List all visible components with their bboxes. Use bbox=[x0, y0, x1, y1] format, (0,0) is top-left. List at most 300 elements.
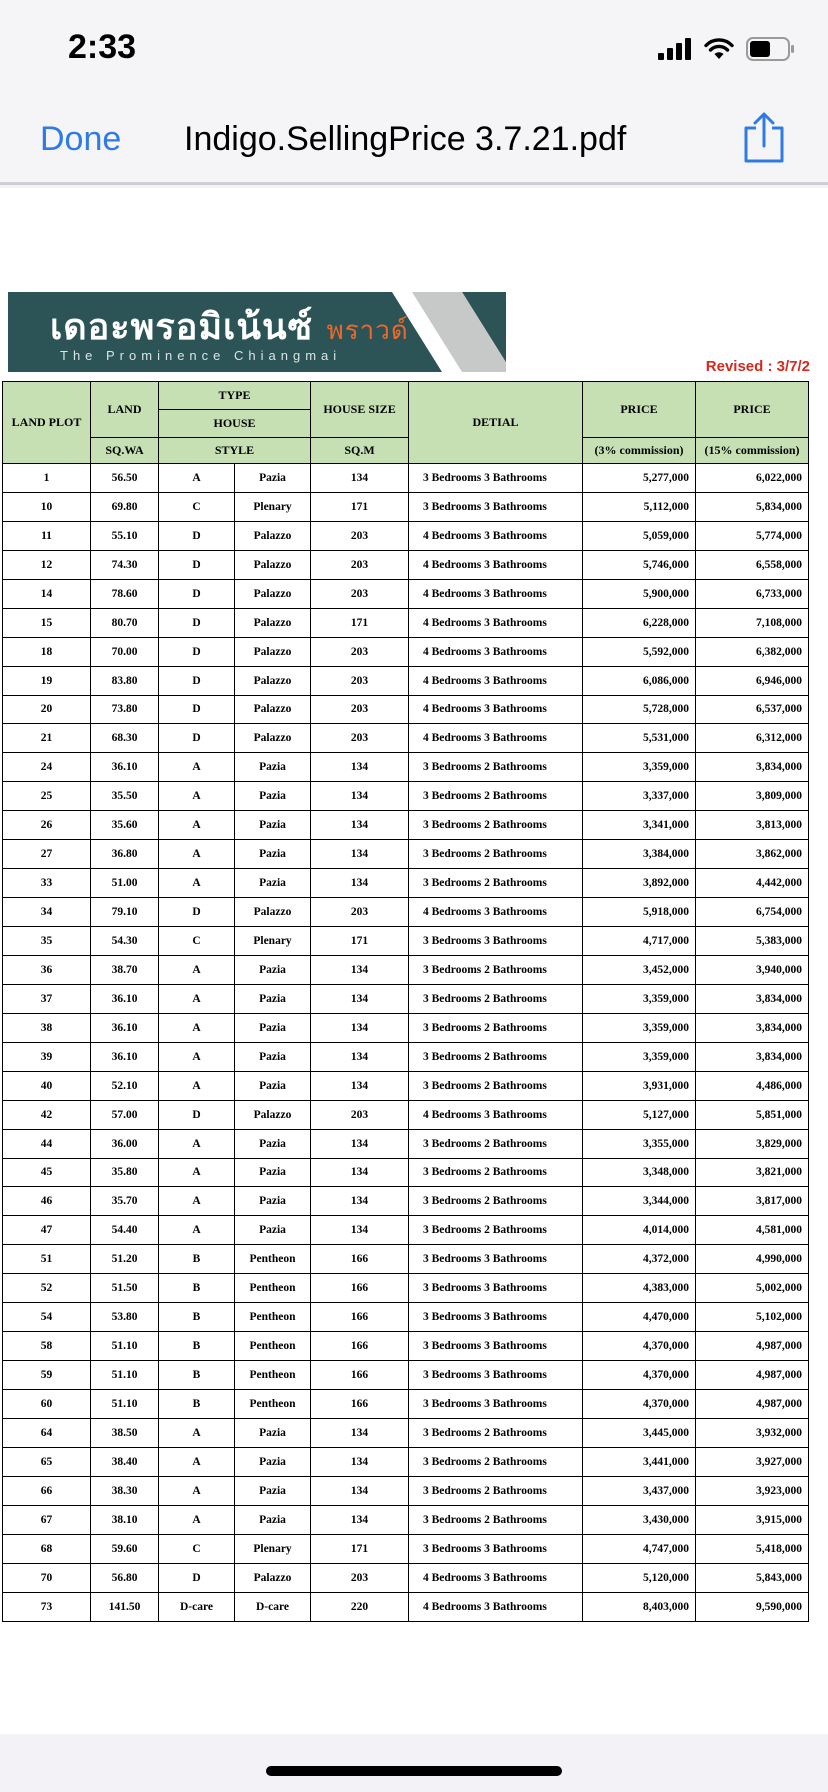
cell-detail: 3 Bedrooms 2 Bathrooms bbox=[409, 1071, 583, 1100]
cell-type: D bbox=[159, 521, 235, 550]
table-row bbox=[3, 927, 809, 956]
brand-logo bbox=[8, 292, 506, 372]
home-area bbox=[0, 1734, 828, 1792]
cell-land: 68.30 bbox=[91, 724, 159, 753]
cell-price-3: 6,086,000 bbox=[583, 666, 696, 695]
cell-detail: 3 Bedrooms 2 Bathrooms bbox=[409, 1158, 583, 1187]
cell-land: 53.80 bbox=[91, 1303, 159, 1332]
cell-style: Pazia bbox=[235, 753, 311, 782]
battery-icon bbox=[746, 37, 796, 61]
table-row bbox=[3, 550, 809, 579]
table-row bbox=[3, 1505, 809, 1534]
cell-house-size: 171 bbox=[311, 492, 409, 521]
cell-type: A bbox=[159, 1187, 235, 1216]
table-row bbox=[3, 1245, 809, 1274]
cell-type: A bbox=[159, 464, 235, 493]
cell-land: 52.10 bbox=[91, 1071, 159, 1100]
cell-price-3: 5,277,000 bbox=[583, 464, 696, 493]
cell-detail: 3 Bedrooms 3 Bathrooms bbox=[409, 1303, 583, 1332]
cell-price-3: 3,348,000 bbox=[583, 1158, 696, 1187]
cell-price-3: 4,470,000 bbox=[583, 1303, 696, 1332]
cell-land-plot: 35 bbox=[3, 927, 91, 956]
cell-detail: 4 Bedrooms 3 Bathrooms bbox=[409, 1563, 583, 1592]
cell-style: Pazia bbox=[235, 1476, 311, 1505]
cell-type: A bbox=[159, 1505, 235, 1534]
cell-house-size: 203 bbox=[311, 579, 409, 608]
cell-detail: 3 Bedrooms 2 Bathrooms bbox=[409, 984, 583, 1013]
cell-land: 35.60 bbox=[91, 811, 159, 840]
cell-style: Palazzo bbox=[235, 637, 311, 666]
cell-land-plot: 21 bbox=[3, 724, 91, 753]
cell-land: 55.10 bbox=[91, 521, 159, 550]
logo-decoration bbox=[392, 292, 506, 372]
header-price-15: PRICE bbox=[696, 382, 809, 438]
home-indicator[interactable] bbox=[266, 1766, 562, 1776]
cell-detail: 3 Bedrooms 2 Bathrooms bbox=[409, 782, 583, 811]
cell-detail: 3 Bedrooms 2 Bathrooms bbox=[409, 955, 583, 984]
cell-detail: 3 Bedrooms 2 Bathrooms bbox=[409, 1216, 583, 1245]
table-row bbox=[3, 464, 809, 493]
cell-detail: 3 Bedrooms 3 Bathrooms bbox=[409, 1390, 583, 1419]
cell-detail: 4 Bedrooms 3 Bathrooms bbox=[409, 521, 583, 550]
cell-price-3: 4,370,000 bbox=[583, 1332, 696, 1361]
table-row bbox=[3, 1100, 809, 1129]
cell-land-plot: 58 bbox=[3, 1332, 91, 1361]
cell-land: 56.50 bbox=[91, 464, 159, 493]
cell-land: 38.40 bbox=[91, 1447, 159, 1476]
cell-detail: 3 Bedrooms 2 Bathrooms bbox=[409, 1187, 583, 1216]
cell-type: A bbox=[159, 1013, 235, 1042]
cell-price-15: 3,813,000 bbox=[696, 811, 809, 840]
cell-price-3: 5,120,000 bbox=[583, 1563, 696, 1592]
cell-detail: 3 Bedrooms 3 Bathrooms bbox=[409, 1534, 583, 1563]
table-row bbox=[3, 637, 809, 666]
cell-style: Pazia bbox=[235, 464, 311, 493]
cell-land-plot: 40 bbox=[3, 1071, 91, 1100]
cell-land: 51.50 bbox=[91, 1274, 159, 1303]
cell-house-size: 203 bbox=[311, 898, 409, 927]
cell-price-15: 4,581,000 bbox=[696, 1216, 809, 1245]
table-row bbox=[3, 1476, 809, 1505]
cell-land: 51.10 bbox=[91, 1332, 159, 1361]
cell-house-size: 166 bbox=[311, 1245, 409, 1274]
cell-style: Plenary bbox=[235, 1534, 311, 1563]
cell-land: 36.00 bbox=[91, 1129, 159, 1158]
header-sqwa: SQ.WA bbox=[91, 438, 159, 464]
cell-type: D bbox=[159, 608, 235, 637]
cell-house-size: 171 bbox=[311, 927, 409, 956]
cell-land-plot: 52 bbox=[3, 1274, 91, 1303]
cell-land: 38.50 bbox=[91, 1418, 159, 1447]
table-row bbox=[3, 1042, 809, 1071]
cell-price-15: 4,442,000 bbox=[696, 869, 809, 898]
cell-style: Palazzo bbox=[235, 1563, 311, 1592]
cell-land-plot: 65 bbox=[3, 1447, 91, 1476]
cell-land: 141.50 bbox=[91, 1592, 159, 1621]
cell-type: D bbox=[159, 695, 235, 724]
cell-house-size: 166 bbox=[311, 1390, 409, 1419]
cell-land-plot: 11 bbox=[3, 521, 91, 550]
cell-land-plot: 68 bbox=[3, 1534, 91, 1563]
cell-style: Pentheon bbox=[235, 1245, 311, 1274]
logo-thai-text: เดอะพรอมิเน้นซ์ พราวด์ bbox=[50, 307, 409, 348]
cell-price-15: 3,862,000 bbox=[696, 840, 809, 869]
cell-price-15: 5,774,000 bbox=[696, 521, 809, 550]
cell-price-15: 5,851,000 bbox=[696, 1100, 809, 1129]
cell-land-plot: 37 bbox=[3, 984, 91, 1013]
cell-house-size: 134 bbox=[311, 1216, 409, 1245]
cell-type: A bbox=[159, 1071, 235, 1100]
cell-style: Palazzo bbox=[235, 1100, 311, 1129]
cell-land: 38.10 bbox=[91, 1505, 159, 1534]
cell-land-plot: 36 bbox=[3, 955, 91, 984]
cell-price-3: 3,355,000 bbox=[583, 1129, 696, 1158]
table-row bbox=[3, 811, 809, 840]
header-land: LAND bbox=[91, 382, 159, 438]
cell-style: Pentheon bbox=[235, 1361, 311, 1390]
cell-price-15: 6,558,000 bbox=[696, 550, 809, 579]
document-title: Indigo.SellingPrice 3.7.21.pdf bbox=[184, 120, 627, 158]
cell-detail: 3 Bedrooms 2 Bathrooms bbox=[409, 1042, 583, 1071]
cell-style: Pazia bbox=[235, 1216, 311, 1245]
cell-style: Pentheon bbox=[235, 1332, 311, 1361]
cell-land-plot: 39 bbox=[3, 1042, 91, 1071]
cell-price-15: 3,940,000 bbox=[696, 955, 809, 984]
cell-house-size: 134 bbox=[311, 955, 409, 984]
table-row bbox=[3, 579, 809, 608]
header-house-size: HOUSE SIZE bbox=[311, 382, 409, 438]
table-row bbox=[3, 1332, 809, 1361]
cell-land-plot: 47 bbox=[3, 1216, 91, 1245]
cell-price-15: 3,927,000 bbox=[696, 1447, 809, 1476]
cell-land-plot: 60 bbox=[3, 1390, 91, 1419]
cell-price-15: 6,022,000 bbox=[696, 464, 809, 493]
table-row bbox=[3, 1216, 809, 1245]
cell-price-15: 4,486,000 bbox=[696, 1071, 809, 1100]
cell-style: Pazia bbox=[235, 1013, 311, 1042]
pdf-page[interactable] bbox=[0, 188, 828, 1734]
cell-price-3: 8,403,000 bbox=[583, 1592, 696, 1621]
cell-land-plot: 10 bbox=[3, 492, 91, 521]
cell-price-3: 3,437,000 bbox=[583, 1476, 696, 1505]
cell-style: Plenary bbox=[235, 492, 311, 521]
cell-price-3: 5,746,000 bbox=[583, 550, 696, 579]
cell-style: Palazzo bbox=[235, 695, 311, 724]
cell-detail: 3 Bedrooms 2 Bathrooms bbox=[409, 1129, 583, 1158]
cell-price-3: 4,014,000 bbox=[583, 1216, 696, 1245]
cell-price-3: 3,359,000 bbox=[583, 1042, 696, 1071]
cell-type: A bbox=[159, 1216, 235, 1245]
cell-house-size: 134 bbox=[311, 869, 409, 898]
cell-type: A bbox=[159, 1476, 235, 1505]
cell-type: A bbox=[159, 753, 235, 782]
cell-detail: 3 Bedrooms 3 Bathrooms bbox=[409, 1274, 583, 1303]
cell-land-plot: 44 bbox=[3, 1129, 91, 1158]
cell-land: 80.70 bbox=[91, 608, 159, 637]
cell-type: D bbox=[159, 579, 235, 608]
table-row bbox=[3, 1129, 809, 1158]
table-row bbox=[3, 492, 809, 521]
cell-price-15: 7,108,000 bbox=[696, 608, 809, 637]
header-price-3: PRICE bbox=[583, 382, 696, 438]
cell-style: Pentheon bbox=[235, 1303, 311, 1332]
cell-style: Pazia bbox=[235, 782, 311, 811]
cell-land-plot: 70 bbox=[3, 1563, 91, 1592]
cell-price-15: 5,002,000 bbox=[696, 1274, 809, 1303]
status-icons bbox=[658, 34, 796, 64]
cell-land: 36.80 bbox=[91, 840, 159, 869]
cell-type: A bbox=[159, 984, 235, 1013]
cell-price-15: 3,829,000 bbox=[696, 1129, 809, 1158]
cell-price-3: 4,717,000 bbox=[583, 927, 696, 956]
cell-style: Pazia bbox=[235, 1042, 311, 1071]
cell-land: 79.10 bbox=[91, 898, 159, 927]
cell-detail: 3 Bedrooms 2 Bathrooms bbox=[409, 753, 583, 782]
cell-price-3: 4,747,000 bbox=[583, 1534, 696, 1563]
cell-style: Palazzo bbox=[235, 550, 311, 579]
cell-house-size: 134 bbox=[311, 464, 409, 493]
cell-land-plot: 66 bbox=[3, 1476, 91, 1505]
cell-detail: 3 Bedrooms 2 Bathrooms bbox=[409, 840, 583, 869]
cell-house-size: 171 bbox=[311, 608, 409, 637]
revised-date: Revised : 3/7/2 bbox=[705, 358, 810, 375]
cell-type: A bbox=[159, 840, 235, 869]
cell-land: 35.50 bbox=[91, 782, 159, 811]
table-row bbox=[3, 1361, 809, 1390]
cell-price-15: 4,987,000 bbox=[696, 1390, 809, 1419]
cell-land-plot: 26 bbox=[3, 811, 91, 840]
cell-style: Palazzo bbox=[235, 579, 311, 608]
table-row bbox=[3, 1274, 809, 1303]
cell-price-3: 5,900,000 bbox=[583, 579, 696, 608]
cell-land: 59.60 bbox=[91, 1534, 159, 1563]
header-sqm: SQ.M bbox=[311, 438, 409, 464]
cell-land: 57.00 bbox=[91, 1100, 159, 1129]
cell-price-3: 3,359,000 bbox=[583, 984, 696, 1013]
cell-style: Pazia bbox=[235, 1187, 311, 1216]
cell-land-plot: 1 bbox=[3, 464, 91, 493]
cell-price-3: 5,728,000 bbox=[583, 695, 696, 724]
status-time: 2:33 bbox=[68, 28, 137, 66]
cell-detail: 3 Bedrooms 3 Bathrooms bbox=[409, 464, 583, 493]
cell-land: 36.10 bbox=[91, 984, 159, 1013]
table-row bbox=[3, 1563, 809, 1592]
cell-type: D bbox=[159, 1100, 235, 1129]
cell-house-size: 134 bbox=[311, 1187, 409, 1216]
cell-style: Pazia bbox=[235, 1129, 311, 1158]
cell-house-size: 166 bbox=[311, 1274, 409, 1303]
cell-detail: 3 Bedrooms 3 Bathrooms bbox=[409, 1332, 583, 1361]
status-bar bbox=[0, 0, 828, 100]
cell-price-3: 3,359,000 bbox=[583, 1013, 696, 1042]
cell-land: 83.80 bbox=[91, 666, 159, 695]
cell-land: 51.00 bbox=[91, 869, 159, 898]
cell-price-15: 3,923,000 bbox=[696, 1476, 809, 1505]
cell-detail: 4 Bedrooms 3 Bathrooms bbox=[409, 724, 583, 753]
cell-land-plot: 25 bbox=[3, 782, 91, 811]
header-commission-3: (3% commission) bbox=[583, 438, 696, 464]
cell-type: B bbox=[159, 1361, 235, 1390]
cell-land-plot: 73 bbox=[3, 1592, 91, 1621]
done-button[interactable]: Done bbox=[40, 120, 122, 158]
cell-price-15: 6,537,000 bbox=[696, 695, 809, 724]
table-row bbox=[3, 695, 809, 724]
cell-house-size: 134 bbox=[311, 753, 409, 782]
cell-price-3: 5,531,000 bbox=[583, 724, 696, 753]
cell-price-15: 3,834,000 bbox=[696, 984, 809, 1013]
cell-type: A bbox=[159, 1158, 235, 1187]
cell-house-size: 220 bbox=[311, 1592, 409, 1621]
cell-land-plot: 19 bbox=[3, 666, 91, 695]
cell-type: A bbox=[159, 1129, 235, 1158]
cell-house-size: 134 bbox=[311, 840, 409, 869]
cell-detail: 4 Bedrooms 3 Bathrooms bbox=[409, 695, 583, 724]
cell-house-size: 203 bbox=[311, 637, 409, 666]
cell-land-plot: 54 bbox=[3, 1303, 91, 1332]
cell-type: D bbox=[159, 1563, 235, 1592]
cell-price-3: 3,452,000 bbox=[583, 955, 696, 984]
cell-type: B bbox=[159, 1245, 235, 1274]
cell-land-plot: 59 bbox=[3, 1361, 91, 1390]
cell-land: 69.80 bbox=[91, 492, 159, 521]
table-row bbox=[3, 1013, 809, 1042]
cell-type: A bbox=[159, 1418, 235, 1447]
cell-type: A bbox=[159, 1042, 235, 1071]
cell-land-plot: 45 bbox=[3, 1158, 91, 1187]
cell-house-size: 134 bbox=[311, 1158, 409, 1187]
cell-detail: 3 Bedrooms 2 Bathrooms bbox=[409, 811, 583, 840]
cell-land-plot: 42 bbox=[3, 1100, 91, 1129]
cell-price-3: 5,918,000 bbox=[583, 898, 696, 927]
table-row bbox=[3, 608, 809, 637]
cell-house-size: 134 bbox=[311, 1129, 409, 1158]
cell-style: Pentheon bbox=[235, 1274, 311, 1303]
cell-land-plot: 67 bbox=[3, 1505, 91, 1534]
cell-price-15: 3,834,000 bbox=[696, 1013, 809, 1042]
cell-price-15: 4,990,000 bbox=[696, 1245, 809, 1274]
cell-land: 78.60 bbox=[91, 579, 159, 608]
cell-price-15: 6,733,000 bbox=[696, 579, 809, 608]
cell-land-plot: 27 bbox=[3, 840, 91, 869]
cell-price-3: 3,430,000 bbox=[583, 1505, 696, 1534]
header-land-plot: LAND PLOT bbox=[3, 382, 91, 464]
table-row bbox=[3, 898, 809, 927]
cell-land: 36.10 bbox=[91, 753, 159, 782]
cell-house-size: 203 bbox=[311, 666, 409, 695]
table-row bbox=[3, 1534, 809, 1563]
share-icon[interactable] bbox=[740, 112, 788, 164]
cell-type: A bbox=[159, 811, 235, 840]
cell-price-15: 6,946,000 bbox=[696, 666, 809, 695]
cell-type: D bbox=[159, 724, 235, 753]
cell-detail: 3 Bedrooms 2 Bathrooms bbox=[409, 1505, 583, 1534]
cell-land: 35.70 bbox=[91, 1187, 159, 1216]
cell-house-size: 134 bbox=[311, 811, 409, 840]
cell-land-plot: 33 bbox=[3, 869, 91, 898]
cell-type: A bbox=[159, 869, 235, 898]
header-house: HOUSE bbox=[159, 410, 311, 438]
cell-type: B bbox=[159, 1390, 235, 1419]
cell-land: 36.10 bbox=[91, 1042, 159, 1071]
cell-house-size: 134 bbox=[311, 1418, 409, 1447]
cell-price-15: 6,754,000 bbox=[696, 898, 809, 927]
cell-style: Plenary bbox=[235, 927, 311, 956]
cell-style: Pazia bbox=[235, 840, 311, 869]
cell-style: Pazia bbox=[235, 1071, 311, 1100]
cell-price-3: 3,441,000 bbox=[583, 1447, 696, 1476]
cell-price-3: 3,344,000 bbox=[583, 1187, 696, 1216]
cell-house-size: 203 bbox=[311, 695, 409, 724]
table-row bbox=[3, 1592, 809, 1621]
cell-land: 51.10 bbox=[91, 1361, 159, 1390]
cell-detail: 4 Bedrooms 3 Bathrooms bbox=[409, 666, 583, 695]
cell-detail: 3 Bedrooms 2 Bathrooms bbox=[409, 1013, 583, 1042]
cell-price-15: 3,817,000 bbox=[696, 1187, 809, 1216]
cell-type: D bbox=[159, 550, 235, 579]
cell-house-size: 134 bbox=[311, 1042, 409, 1071]
price-table bbox=[2, 381, 809, 1622]
cell-type: A bbox=[159, 955, 235, 984]
table-row bbox=[3, 1418, 809, 1447]
cell-land-plot: 51 bbox=[3, 1245, 91, 1274]
cell-style: Palazzo bbox=[235, 608, 311, 637]
header-detial: DETIAL bbox=[409, 382, 583, 464]
cell-detail: 3 Bedrooms 3 Bathrooms bbox=[409, 927, 583, 956]
cell-land: 38.30 bbox=[91, 1476, 159, 1505]
cell-house-size: 203 bbox=[311, 1563, 409, 1592]
cell-price-3: 5,059,000 bbox=[583, 521, 696, 550]
cell-price-15: 5,843,000 bbox=[696, 1563, 809, 1592]
cell-style: Pentheon bbox=[235, 1390, 311, 1419]
cell-style: Pazia bbox=[235, 1418, 311, 1447]
cell-house-size: 134 bbox=[311, 782, 409, 811]
cell-land-plot: 15 bbox=[3, 608, 91, 637]
cell-land: 70.00 bbox=[91, 637, 159, 666]
cell-type: C bbox=[159, 1534, 235, 1563]
cell-price-15: 3,834,000 bbox=[696, 1042, 809, 1071]
cell-price-3: 5,127,000 bbox=[583, 1100, 696, 1129]
cell-type: D bbox=[159, 666, 235, 695]
table-row bbox=[3, 724, 809, 753]
cell-house-size: 134 bbox=[311, 984, 409, 1013]
cell-style: Pazia bbox=[235, 984, 311, 1013]
cell-price-15: 6,312,000 bbox=[696, 724, 809, 753]
cell-land: 73.80 bbox=[91, 695, 159, 724]
cell-land: 35.80 bbox=[91, 1158, 159, 1187]
cell-detail: 3 Bedrooms 3 Bathrooms bbox=[409, 1245, 583, 1274]
cell-price-3: 4,370,000 bbox=[583, 1390, 696, 1419]
cell-price-15: 3,834,000 bbox=[696, 753, 809, 782]
header-commission-15: (15% commission) bbox=[696, 438, 809, 464]
cell-house-size: 134 bbox=[311, 1476, 409, 1505]
cell-house-size: 203 bbox=[311, 521, 409, 550]
table-row bbox=[3, 984, 809, 1013]
cell-land-plot: 24 bbox=[3, 753, 91, 782]
cell-price-3: 4,383,000 bbox=[583, 1274, 696, 1303]
cell-price-3: 3,337,000 bbox=[583, 782, 696, 811]
cell-house-size: 134 bbox=[311, 1505, 409, 1534]
cell-house-size: 166 bbox=[311, 1361, 409, 1390]
cell-detail: 4 Bedrooms 3 Bathrooms bbox=[409, 608, 583, 637]
cell-style: Pazia bbox=[235, 811, 311, 840]
cell-style: Pazia bbox=[235, 869, 311, 898]
cell-price-3: 4,370,000 bbox=[583, 1361, 696, 1390]
cell-house-size: 134 bbox=[311, 1071, 409, 1100]
cell-price-3: 3,892,000 bbox=[583, 869, 696, 898]
cell-price-3: 3,359,000 bbox=[583, 753, 696, 782]
cell-price-3: 5,592,000 bbox=[583, 637, 696, 666]
cell-land-plot: 34 bbox=[3, 898, 91, 927]
